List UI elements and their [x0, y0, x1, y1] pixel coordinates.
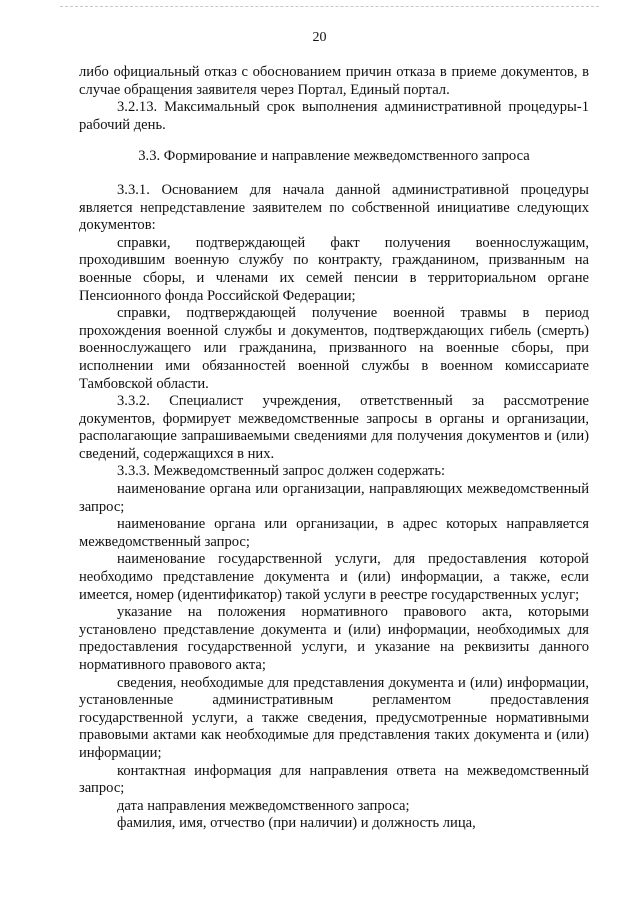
- page-number: 20: [312, 30, 327, 45]
- paragraph-3-3-3: 3.3.3. Межведомственный запрос должен содержать:: [117, 463, 446, 480]
- list-item-military-injury-certificate: справки, подтверждающей получение военной травмы в период прохождения военной службы и документов, подтверждающих гибель (смерть) военнослужащего или гражданина, призванного на военные сборы, при исполнении ими обязанностей военной службы в военном комиссариате Тамбовской области.: [79, 305, 589, 392]
- scan-top-edge: [60, 6, 599, 7]
- paragraph-3-3-1: 3.3.1. Основанием для начала данной административной процедуры является непредставление заявителем по собственной инициативе следующих документов:: [79, 181, 589, 234]
- paragraph-continuation: либо официальный отказ с обоснованием причин отказа в приеме документов, в случае обращения заявителя через Портал, Единый портал.: [79, 64, 589, 98]
- section-heading: 3.3. Формирование и направление межведомственного запроса: [138, 148, 530, 165]
- paragraph-3-3-2: 3.3.2. Специалист учреждения, ответственный за рассмотрение документов, формирует межведомственные запросы в органы и организации, располагающие запрашиваемыми сведениями для получения документов и (или) сведений, содержащихся в них.: [79, 393, 589, 462]
- list-item-pension-certificate: справки, подтверждающей факт получения военнослужащим, проходившим военную службу по контракту, гражданином, призванным на военные сборы, и членами их семей пенсии в территориальном органе Пенсионного фонда Российской Федерации;: [79, 234, 589, 304]
- list-item-recipient-name: наименование органа или организации, в адрес которых направляется межведомственный запрос;: [79, 516, 589, 550]
- list-item-request-date: дата направления межведомственного запроса;: [117, 797, 410, 814]
- list-item-contact-info: контактная информация для направления ответа на межведомственный запрос;: [79, 762, 589, 797]
- document-body: [79, 64, 589, 833]
- list-item-official-name: фамилия, имя, отчество (при наличии) и должность лица,: [117, 815, 476, 832]
- list-item-required-info: сведения, необходимые для представления документа и (или) информации, установленные административным регламентом предоставления государственной услуги, а также сведения, предусмотренные нормативными правовыми актами как необходимые для представления таких документа и (или) информации;: [79, 674, 589, 761]
- list-item-legal-act: указание на положения нормативного правового акта, которыми установлено представление документа и (или) информации, необходимых для предоставления государственной услуги, и указание на реквизиты данного нормативного правового акта;: [79, 604, 589, 673]
- list-item-sender-name: наименование органа или организации, направляющих межведомственный запрос;: [79, 481, 589, 515]
- paragraph-3-2-13: 3.2.13. Максимальный срок выполнения административной процедуры-1 рабочий день.: [79, 99, 589, 133]
- list-item-service-name: наименование государственной услуги, для предоставления которой необходимо представление документа и (или) информации, а также, если имеется, номер (идентификатор) такой услуги в реестре государственных услуг;: [79, 551, 589, 603]
